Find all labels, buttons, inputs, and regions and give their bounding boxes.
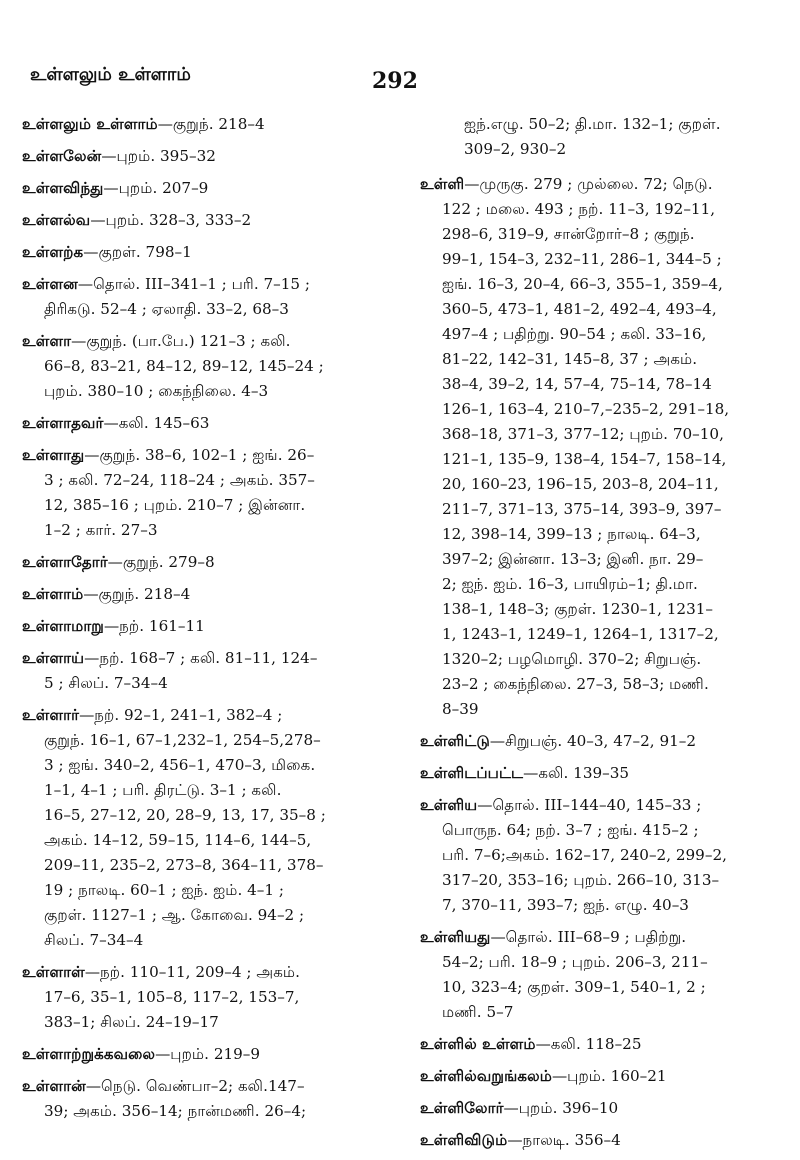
entry-reference-line: 211–7, 371–13, 375–14, 393–9, 397– [442, 500, 722, 518]
entry-headword: உள்ளில் உள்ளம் [420, 1035, 536, 1053]
entry-reference-line: 2; ஐந். ஐம். 16–3, பாயிரம்–1; தி.மா. [442, 575, 698, 593]
entry-headword: உள்ளன [22, 275, 78, 293]
left-column [22, 112, 394, 1131]
index-entry [22, 112, 394, 137]
entry-headword: உள்ளற்க [22, 243, 84, 261]
entry-reference-line: 38–4, 39–2, 14, 57–4, 75–14, 78–14 [442, 375, 712, 393]
entry-headword: உள்ளார் [22, 706, 80, 724]
index-entry [22, 1074, 394, 1124]
entry-reference-line: 122 ; மலை. 493 ; நற். 11–3, 192–11, [442, 200, 716, 218]
entry-reference-line: 8–39 [442, 700, 479, 718]
entry-reference-line: ஐங். 16–3, 20–4, 66–3, 355–1, 359–4, [442, 275, 723, 293]
entry-reference-line: 209–11, 235–2, 273–8, 364–11, 378– [44, 856, 324, 874]
continuation-entry [420, 112, 792, 162]
entry-reference-line: 1, 1243–1, 1249–1, 1264–1, 1317–2, [442, 625, 719, 643]
entry-reference-line: 66–8, 83–21, 84–12, 89–12, 145–24 ; [44, 357, 324, 375]
index-entry [22, 1042, 394, 1067]
entry-headword: உள்ளான் [22, 1077, 86, 1095]
entry-reference-line: புறம். 380–10 ; கைந்நிலை. 4–3 [44, 382, 269, 400]
entry-headword-line: உள்ளி—முருகு. 279 ; முல்லை. 72; நெடு. [420, 175, 713, 193]
entry-headword-line: உள்ளிலோர்—புறம். 396–10 [420, 1099, 619, 1117]
entry-reference-line: 20, 160–23, 196–15, 203–8, 204–11, [442, 475, 719, 493]
entry-headword-line: உள்ளாதோர்—குறுந். 279–8 [22, 553, 215, 571]
entry-reference-line: 3 ; ஐங். 340–2, 456–1, 470–3, மிகை. [44, 756, 316, 774]
continuation-line: ஐந்.எழு. 50–2; தி.மா. 132–1; குறள். [464, 115, 721, 133]
entry-headword: உள்ளாது [22, 446, 85, 464]
entry-reference-line: 16–5, 27–12, 20, 28–9, 13, 17, 35–8 ; [44, 806, 326, 824]
entry-headword: உள்ளில்வறுங்கலம் [420, 1067, 552, 1085]
index-entry [420, 729, 792, 754]
entry-headword-line: உள்ளிவிடும்—நாலடி. 356–4 [420, 1131, 621, 1149]
entry-reference-line: 10, 323–4; குறள். 309–1, 540–1, 2 ; [442, 978, 706, 996]
entry-headword: உள்ளாதவர் [22, 414, 104, 432]
entry-headword-line: உள்ளன—தொல். III–341–1 ; பரி. 7–15 ; [22, 275, 311, 293]
entry-reference-line: 138–1, 148–3; குறள். 1230–1, 1231– [442, 600, 714, 618]
entry-headword-line: உள்ளாது—குறுந். 38–6, 102–1 ; ஐங். 26– [22, 446, 315, 464]
entry-reference-line: 3 ; கலி. 72–24, 118–24 ; அகம். 357– [44, 471, 315, 489]
entry-headword: உள்ளிய [420, 796, 478, 814]
index-entry [22, 703, 394, 953]
entry-headword: உள்ளலேன் [22, 147, 102, 165]
index-entry [420, 1128, 792, 1153]
entry-reference-line: 99–1, 154–3, 232–11, 286–1, 344–5 ; [442, 250, 722, 268]
entry-reference-line: 360–5, 473–1, 481–2, 492–4, 493–4, [442, 300, 717, 318]
entry-reference-line: 317–20, 353–16; புறம். 266–10, 313– [442, 871, 720, 889]
entry-reference-line: பரி. 7–6;அகம். 162–17, 240–2, 299–2, [442, 846, 727, 864]
entry-reference-line: பொருந. 64; நற். 3–7 ; ஐங். 415–2 ; [442, 821, 699, 839]
entry-headword-line: உள்ளிட்டு—சிறுபஞ். 40–3, 47–2, 91–2 [420, 732, 697, 750]
entry-headword-line: உள்ளாமாறு—நற். 161–11 [22, 617, 205, 635]
index-entry [22, 960, 394, 1035]
entry-reference-line: 397–2; இன்னா. 13–3; இனி. நா. 29– [442, 550, 704, 568]
index-entry [22, 550, 394, 575]
right-column [420, 112, 792, 1160]
entry-reference-line: குறள். 1127–1 ; ஆ. கோவை. 94–2 ; [44, 906, 305, 924]
entry-headword: உள்ளிவிடும் [420, 1131, 508, 1149]
page-number: 292 [372, 68, 418, 94]
entry-reference-line: அகம். 14–12, 59–15, 114–6, 144–5, [44, 831, 312, 849]
index-entry [22, 272, 394, 322]
entry-reference-line: 1320–2; பழமொழி. 370–2; சிறுபஞ். [442, 650, 702, 668]
entry-reference-line: 12, 398–14, 399–13 ; நாலடி. 64–3, [442, 525, 701, 543]
index-entry [420, 761, 792, 786]
continuation-line: 309–2, 930–2 [464, 140, 567, 158]
entry-headword-line: உள்ளாய்—நற். 168–7 ; கலி. 81–11, 124– [22, 649, 318, 667]
running-head: உள்ளலும் உள்ளாம் [30, 64, 191, 85]
entry-reference-line: மணி. 5–7 [442, 1003, 514, 1021]
entry-headword: உள்ளா [22, 332, 72, 350]
entry-reference-line: 54–2; பரி. 18–9 ; புறம். 206–3, 211– [442, 953, 708, 971]
entry-reference-line: 12, 385–16 ; புறம். 210–7 ; இன்னா. [44, 496, 306, 514]
index-entry [22, 582, 394, 607]
entry-headword-line: உள்ளாதவர்—கலி. 145–63 [22, 414, 210, 432]
entry-reference-line: குறுந். 16–1, 67–1,232–1, 254–5,278– [44, 731, 321, 749]
entry-headword: உள்ளாய் [22, 649, 85, 667]
entry-reference-line: 39; அகம். 356–14; நான்மணி. 26–4; [44, 1102, 307, 1120]
entry-headword: உள்ளிடப்பட்ட [420, 764, 524, 782]
entry-headword-line: உள்ளாற்றுக்கவலை—புறம். 219–9 [22, 1045, 261, 1063]
entry-reference-line: 1–2 ; கார். 27–3 [44, 521, 158, 539]
entry-reference-line: 81–22, 142–31, 145–8, 37 ; அகம். [442, 350, 698, 368]
entry-reference-line: திரிகடு. 52–4 ; ஏலாதி. 33–2, 68–3 [44, 300, 289, 318]
entry-reference-line: 126–1, 163–4, 210–7,–235–2, 291–18, [442, 400, 730, 418]
entry-headword: உள்ளாற்றுக்கவலை [22, 1045, 156, 1063]
entry-headword-line: உள்ளாம்—குறுந். 218–4 [22, 585, 191, 603]
index-entry [420, 172, 792, 722]
entry-headword: உள்ளாமாறு [22, 617, 104, 635]
index-entry [22, 329, 394, 404]
entry-reference-line: 497–4 ; பதிற்று. 90–54 ; கலி. 33–16, [442, 325, 707, 343]
entry-headword-line: உள்ளிய—தொல். III–144–40, 145–33 ; [420, 796, 702, 814]
entry-reference-line: 7, 370–11, 393–7; ஐந். எழு. 40–3 [442, 896, 689, 914]
index-entry [420, 925, 792, 1025]
entry-headword: உள்ளி [420, 175, 465, 193]
entry-reference-line: 121–1, 135–9, 138–4, 154–7, 158–14, [442, 450, 727, 468]
index-entry [420, 1064, 792, 1089]
entry-headword: உள்ளாள் [22, 963, 85, 981]
entry-headword-line: உள்ளார்—நற். 92–1, 241–1, 382–4 ; [22, 706, 283, 724]
entry-headword-line: உள்ளலேன்—புறம். 395–32 [22, 147, 216, 165]
entry-headword: உள்ளலும் உள்ளாம் [22, 115, 158, 133]
entry-headword: உள்ளல்வ [22, 211, 91, 229]
entry-reference-line: 383–1; சிலப். 24–19–17 [44, 1013, 219, 1031]
index-entry [22, 208, 394, 233]
entry-reference-line: 19 ; நாலடி. 60–1 ; ஐந். ஐம். 4–1 ; [44, 881, 285, 899]
entry-headword-line: உள்ளில் உள்ளம்—கலி. 118–25 [420, 1035, 642, 1053]
entry-headword-line: உள்ளில்வறுங்கலம்—புறம். 160–21 [420, 1067, 667, 1085]
entry-headword-line: உள்ளல்வ—புறம். 328–3, 333–2 [22, 211, 252, 229]
entry-headword: உள்ளவிந்து [22, 179, 104, 197]
index-entry [420, 1032, 792, 1057]
entry-headword-line: உள்ளலும் உள்ளாம்—குறுந். 218–4 [22, 115, 265, 133]
entry-reference-line: 1–1, 4–1 ; பரி. திரட்டு. 3–1 ; கலி. [44, 781, 282, 799]
index-entry [22, 411, 394, 436]
entry-headword-line: உள்ளா—குறுந். (பா.பே.) 121–3 ; கலி. [22, 332, 291, 350]
index-entry [22, 144, 394, 169]
entry-headword: உள்ளாதோர் [22, 553, 108, 571]
entry-headword-line: உள்ளாள்—நற். 110–11, 209–4 ; அகம். [22, 963, 300, 981]
entry-headword: உள்ளாம் [22, 585, 84, 603]
entry-headword-line: உள்ளான்—நெடு. வெண்பா–2; கலி.147– [22, 1077, 305, 1095]
index-entry [22, 646, 394, 696]
entry-headword-line: உள்ளியது—தொல். III–68–9 ; பதிற்று. [420, 928, 687, 946]
entry-reference-line: 17–6, 35–1, 105–8, 117–2, 153–7, [44, 988, 300, 1006]
entry-reference-line: 5 ; சிலப். 7–34–4 [44, 674, 168, 692]
index-entry [22, 240, 394, 265]
entry-headword: உள்ளிலோர் [420, 1099, 504, 1117]
entry-headword-line: உள்ளிடப்பட்ட—கலி. 139–35 [420, 764, 630, 782]
index-entry [22, 614, 394, 639]
entry-reference-line: சிலப். 7–34–4 [44, 931, 144, 949]
entry-headword: உள்ளியது [420, 928, 491, 946]
index-entry [22, 176, 394, 201]
entry-headword: உள்ளிட்டு [420, 732, 490, 750]
entry-headword-line: உள்ளற்க—குறள். 798–1 [22, 243, 192, 261]
index-entry [420, 793, 792, 918]
entry-headword-line: உள்ளவிந்து—புறம். 207–9 [22, 179, 209, 197]
entry-reference-line: 23–2 ; கைந்நிலை. 27–3, 58–3; மணி. [442, 675, 709, 693]
entry-reference-line: 368–18, 371–3, 377–12; புறம். 70–10, [442, 425, 724, 443]
index-entry [22, 443, 394, 543]
entry-reference-line: 298–6, 319–9, சான்றோர்–8 ; குறுந். [442, 225, 695, 243]
